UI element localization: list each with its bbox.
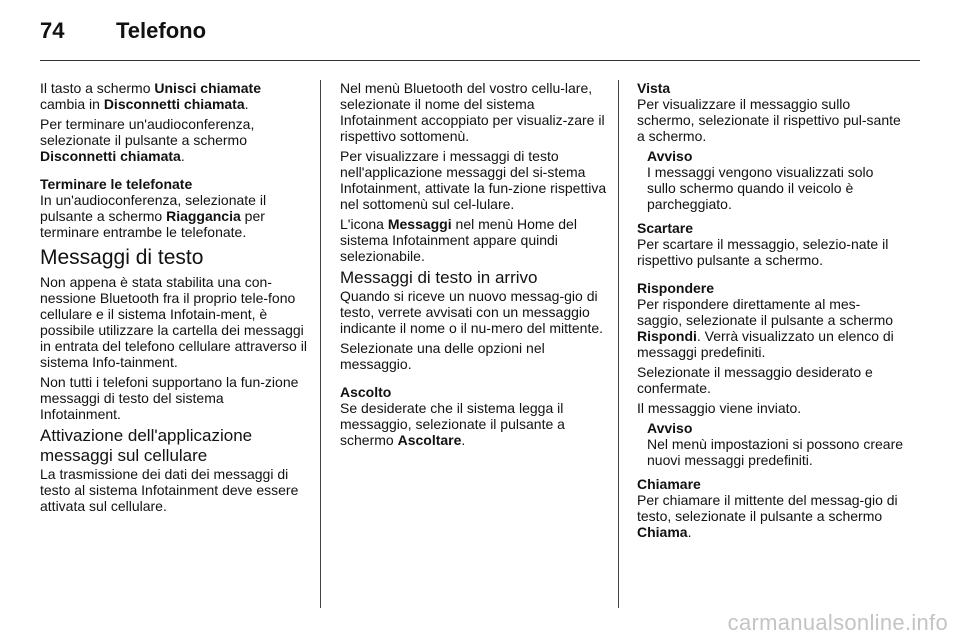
page-title: Telefono xyxy=(116,18,207,43)
column-right xyxy=(637,80,905,544)
paragraph-terminare-audioconferenza: Per terminare un'audioconferenza, selezionate il pulsante a schermo Disconnetti chiamata. xyxy=(40,116,255,164)
header-divider xyxy=(40,60,920,61)
term-riaggancia: Riaggancia xyxy=(166,208,241,224)
heading-messaggi-di-testo: Messaggi di testo xyxy=(40,246,204,269)
paragraph-chiamare: Per chiamare il mittente del messag-gio di testo, selezionate il pulsante a schermo Chiama. xyxy=(637,492,898,540)
heading-attivazione: Attivazione dell'applicazione messaggi sul cellulare xyxy=(40,426,253,465)
heading-terminare-telefonate: Terminare le telefonate xyxy=(40,176,193,192)
heading-rispondere: Rispondere xyxy=(637,280,715,296)
page-header xyxy=(40,18,920,62)
term-ascoltare: Ascoltare xyxy=(397,432,462,448)
note-label: Avviso xyxy=(647,148,693,164)
heading-chiamare: Chiamare xyxy=(637,476,701,492)
paragraph-trasmissione: La trasmissione dei dati dei messaggi di testo al sistema Infotainment deve essere attivata sul cellulare. xyxy=(40,466,299,514)
paragraph-messaggio-inviato: Il messaggio viene inviato. xyxy=(637,400,802,416)
term-messaggi: Messaggi xyxy=(387,216,452,232)
term-disconnetti-chiamata-2: Disconnetti chiamata xyxy=(40,148,181,164)
paragraph-bluetooth-intro: Non appena è stata stabilita una con-nessione Bluetooth fra il proprio tele-fono cellulare e il sistema Infotain-ment, è possibile utilizzare la cartella dei messaggi in entrata del telefono cellulare attraverso il sistema Info-tainment. xyxy=(40,274,307,370)
heading-scartare: Scartare xyxy=(637,220,694,236)
column-middle xyxy=(340,80,608,452)
note-avviso-1 xyxy=(637,148,905,212)
paragraph-selezionate-messaggio: Selezionate il messaggio desiderato e confermate. xyxy=(637,364,873,396)
paragraph-selezionate-opzioni: Selezionate una delle opzioni nel messaggio. xyxy=(340,340,545,372)
heading-messaggi-in-arrivo: Messaggi di testo in arrivo xyxy=(340,268,538,287)
paragraph-ascoltare: Se desiderate che il sistema legga il messaggio, selezionate il pulsante a schermo Ascoltare. xyxy=(340,400,565,448)
paragraph-vista: Per visualizzare il messaggio sullo schermo, selezionate il rispettivo pul-sante a schermo. xyxy=(637,96,901,144)
column-left xyxy=(40,80,308,518)
page-number: 74 xyxy=(40,18,65,43)
paragraph-nuovo-messaggio: Quando si riceve un nuovo messag-gio di testo, verrete avvisati con un messaggio indicante il nome o il nu-mero del mittente. xyxy=(340,288,604,336)
paragraph-icona-messaggi: L'icona Messaggi nel menù Home del sistema Infotainment appare quindi selezionabile. xyxy=(340,216,577,264)
paragraph-menu-bluetooth: Nel menù Bluetooth del vostro cellu-lare, selezionate il nome del sistema Infotainment accoppiato per visualiz-zare il rispettivo sottomenù. xyxy=(340,80,605,144)
term-rispondi: Rispondi xyxy=(637,328,697,344)
note-text: Nel menù impostazioni si possono creare nuovi messaggi predefiniti. xyxy=(647,436,904,468)
note-avviso-2 xyxy=(637,420,905,468)
heading-vista: Vista xyxy=(637,80,671,96)
paragraph-unisci: Il tasto a schermo Unisci chiamate cambia in Disconnetti chiamata. xyxy=(40,80,261,112)
column-divider-2 xyxy=(618,80,619,608)
paragraph-visualizzare-messaggi: Per visualizzare i messaggi di testo nell'applicazione messaggi del si-stema Infotainment, attivate la fun-zione rispettiva nel sottomenù sul cel-lulare. xyxy=(340,148,607,212)
watermark: carmanualsonline.info xyxy=(727,610,948,635)
note-text: I messaggi vengono visualizzati solo sullo schermo quando il veicolo è parcheggiato. xyxy=(647,164,874,212)
heading-ascolto: Ascolto xyxy=(340,384,392,400)
column-divider-1 xyxy=(320,80,321,608)
paragraph-riaggancia: In un'audioconferenza, selezionate il pulsante a schermo Riaggancia per terminare entrambe le telefonate. xyxy=(40,192,267,240)
paragraph-rispondere: Per rispondere direttamente al mes-saggio, selezionate il pulsante a schermo Rispondi. Verrà visualizzato un elenco di messaggi predefiniti. xyxy=(637,296,894,360)
paragraph-non-tutti: Non tutti i telefoni supportano la fun-zione messaggi di testo del sistema Infotainment. xyxy=(40,374,299,422)
term-disconnetti-chiamata: Disconnetti chiamata xyxy=(103,96,245,112)
term-chiama: Chiama xyxy=(637,524,688,540)
note-label: Avviso xyxy=(647,420,693,436)
paragraph-scartare: Per scartare il messaggio, selezio-nate il rispettivo pulsante a schermo. xyxy=(637,236,889,268)
term-unisci-chiamate: Unisci chiamate xyxy=(154,80,261,96)
